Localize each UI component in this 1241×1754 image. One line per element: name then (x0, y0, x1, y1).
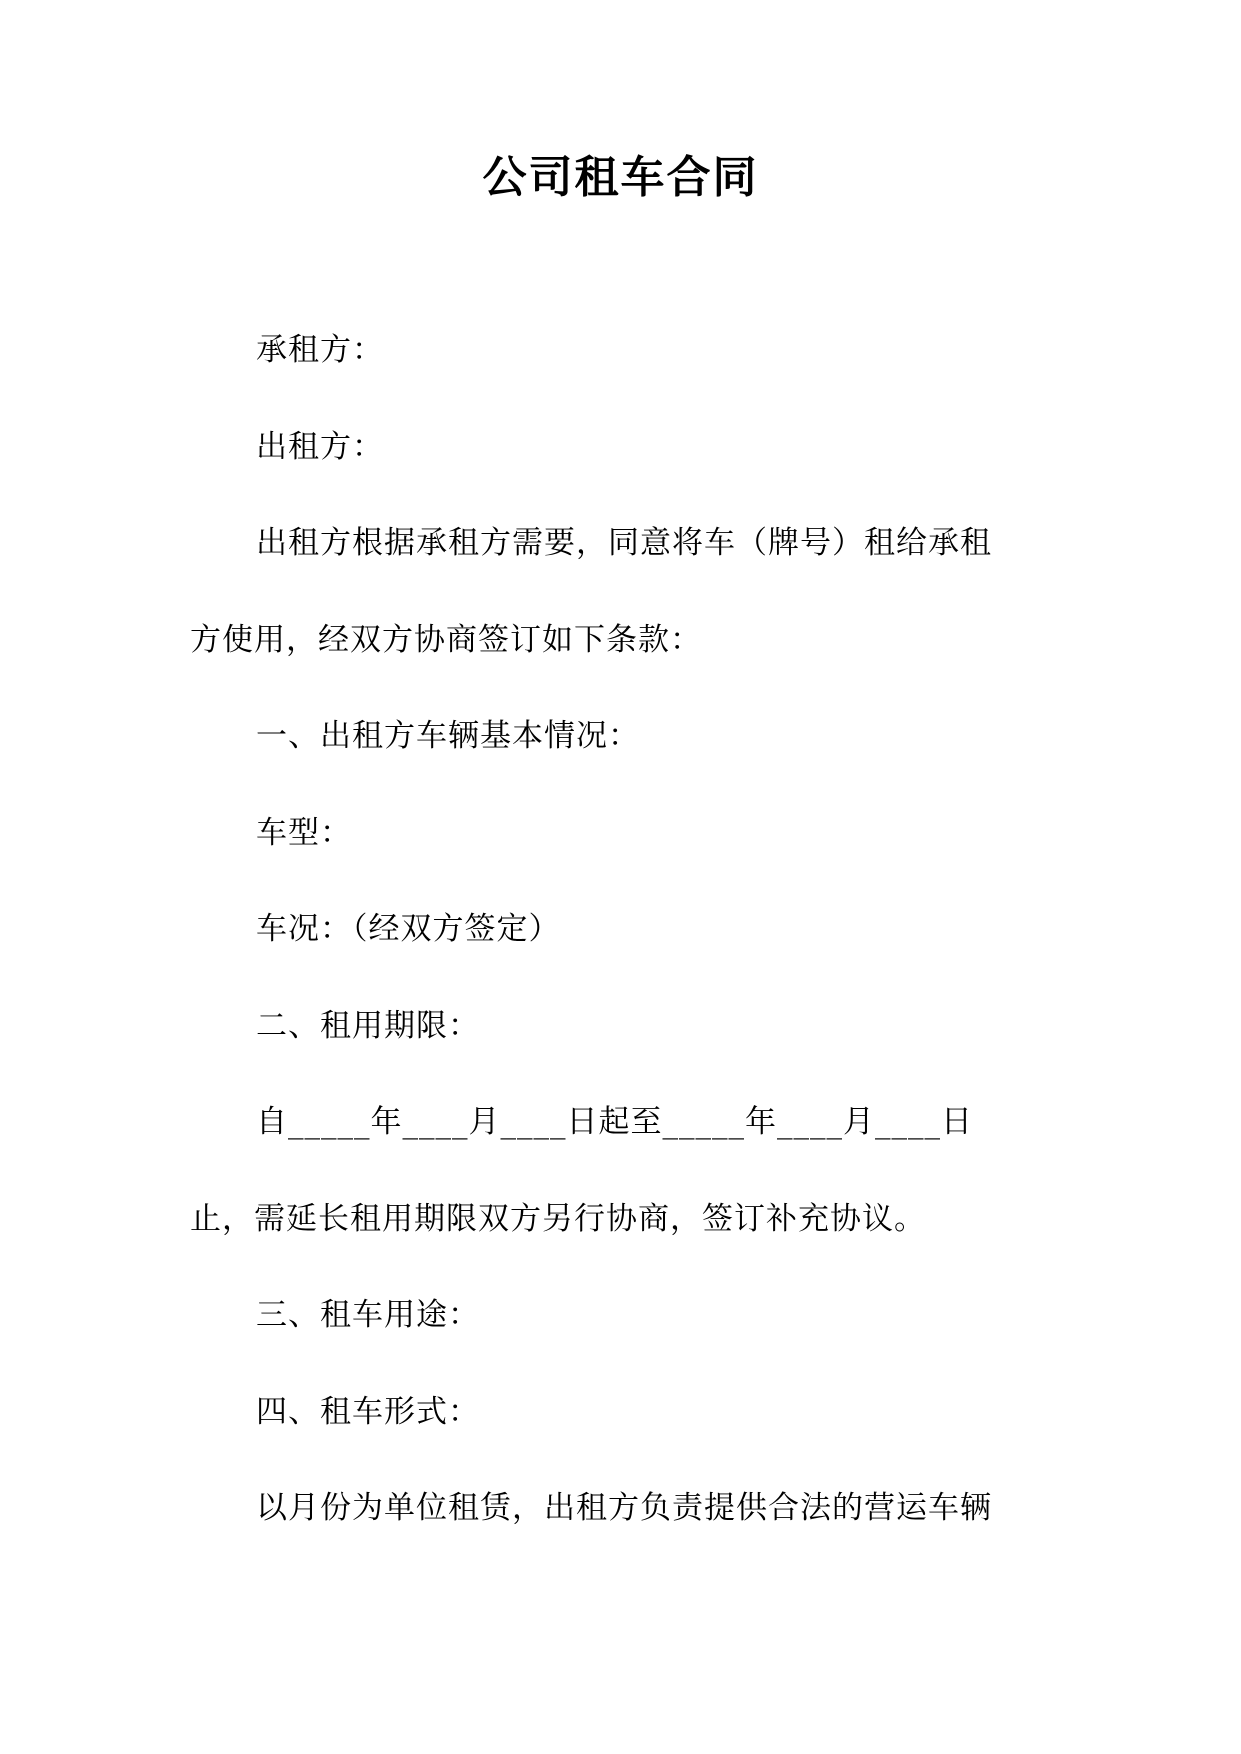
paragraph-rental-form-detail: 以月份为单位租赁，出租方负责提供合法的营运车辆 (256, 1490, 992, 1526)
paragraph-agreement-intro: 出租方根据承租方需要，同意将车（牌号）租给承租方使用，经双方协商签订如下条款： (190, 525, 992, 658)
section-heading-rental-form: 四、租车形式： (256, 1393, 480, 1430)
paragraph-rental-dates: 自_____年____月____日起至_____年____月____日止，需延长租用期限双方另行协商，签订补充协议。 (190, 1104, 973, 1237)
document-body (190, 302, 1021, 1557)
paragraph-vehicle-model: 车型： (256, 814, 352, 851)
section-heading-rental-purpose: 三、租车用途： (256, 1297, 480, 1333)
paragraph-lessor: 出租方： (256, 428, 384, 465)
section-heading-vehicle-info: 一、出租方车辆基本情况： (256, 718, 640, 754)
document-title: 公司租车合同 (482, 152, 759, 203)
paragraph-lessee: 承租方： (256, 332, 384, 368)
section-heading-rental-period: 二、租用期限： (256, 1007, 480, 1044)
paragraph-vehicle-condition: 车况：（经双方签定） (256, 911, 561, 947)
